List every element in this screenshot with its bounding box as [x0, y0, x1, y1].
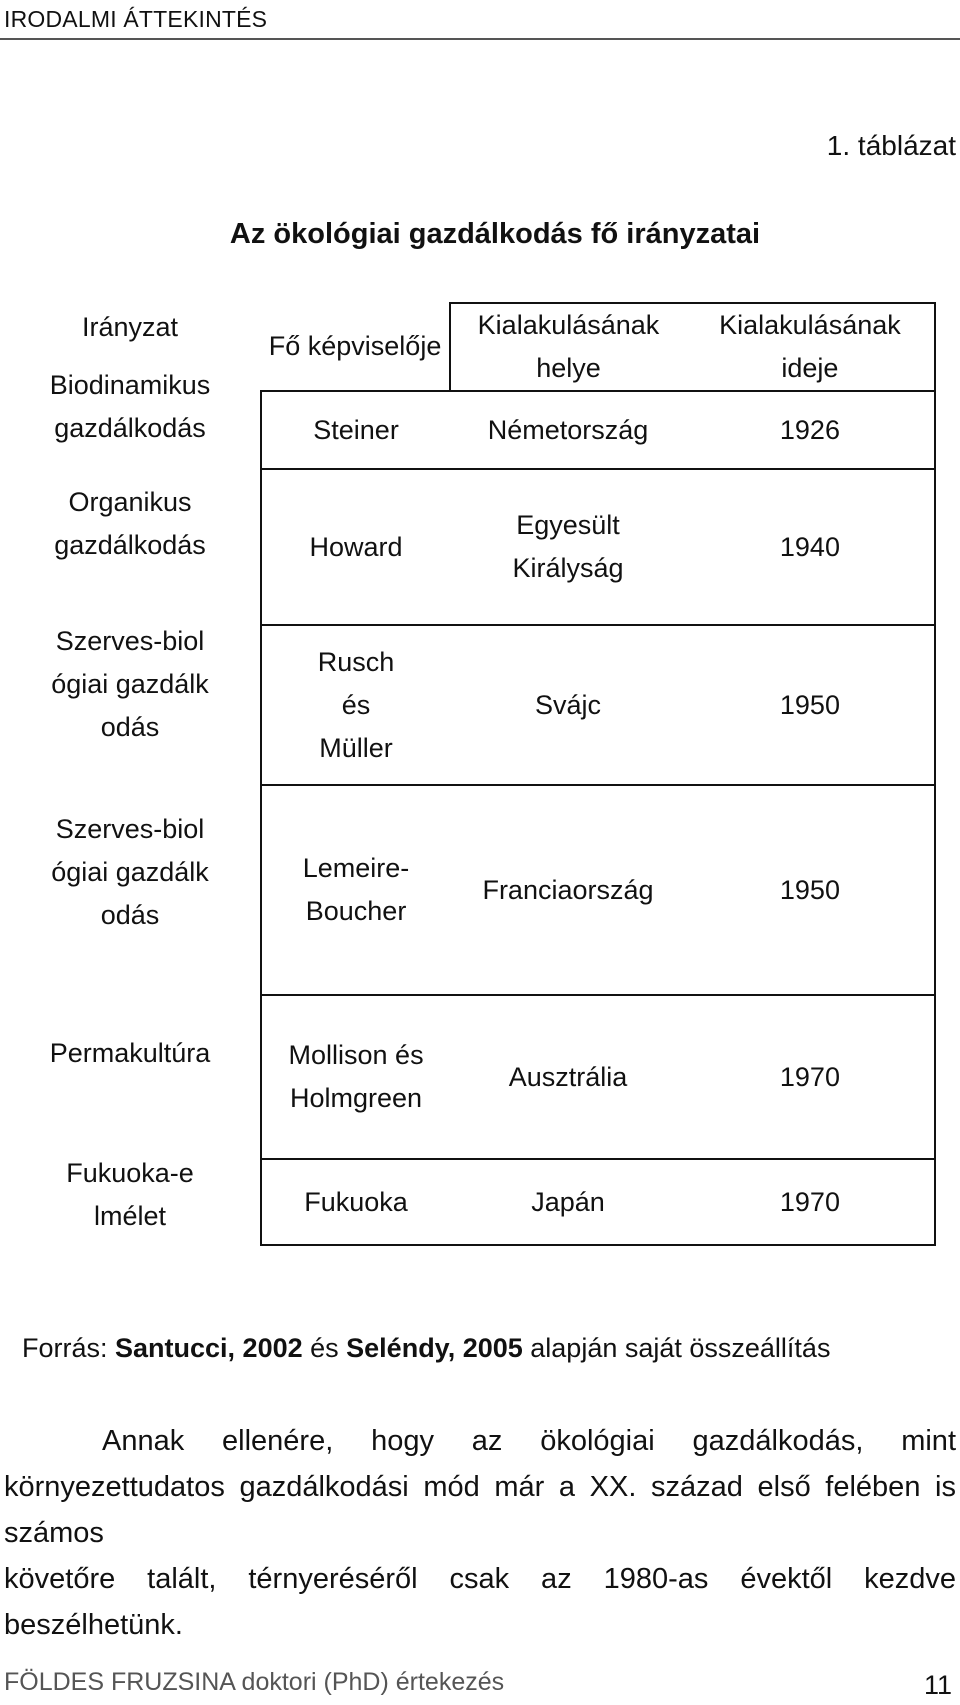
row-1-iranyzat-text: Biodinamikus gazdálkodás: [49, 370, 211, 444]
header-col-iranyzat: Irányzat: [81, 312, 179, 342]
row-4-iranyzat-text: Szerves-biológiai gazdálkodás: [51, 814, 209, 931]
row-4-kepviselo-text: Lemeire-Boucher: [302, 853, 410, 927]
row-3-ido: 1950: [686, 625, 935, 785]
row-3-iranyzat: [0, 620, 260, 750]
source-mid: és: [302, 1333, 347, 1363]
table-source: [22, 1333, 830, 1364]
page-header-title: IRODALMI ÁTTEKINTÉS: [4, 6, 268, 32]
row-6-ido: 1970: [686, 1159, 935, 1245]
body-paragraph: [4, 1418, 956, 1648]
header-kepviselo: Fő képviselője: [268, 331, 442, 362]
row-2-hely: [450, 469, 686, 625]
row-5-hely: Ausztrália: [450, 995, 686, 1159]
row-4-kepviselo: [261, 785, 450, 995]
paragraph-line-2: környezettudatos gazdálkodási mód már a XX. század első felében is számos: [4, 1471, 956, 1549]
row-1-hely: Németország: [450, 391, 686, 469]
main-table: [260, 302, 936, 1246]
page-number: 11: [923, 1670, 952, 1700]
row-5-kepviselo-text: Mollison és Holmgreen: [288, 1040, 424, 1114]
row-5-ido: 1970: [686, 995, 935, 1159]
row-5-kepviselo: [261, 995, 450, 1159]
row-1-kepviselo: Steiner: [261, 391, 450, 469]
row-2-iranyzat: [0, 481, 260, 567]
row-3-kepviselo-text: Rusch és Müller: [317, 646, 395, 763]
row-2-hely-text: Egyesült Királyság: [512, 510, 624, 584]
source-ref-santucci: Santucci, 2002: [115, 1333, 303, 1363]
source-ref-selendy: Seléndy, 2005: [346, 1333, 523, 1363]
table-row: [261, 995, 935, 1159]
table-title: Az ökológiai gazdálkodás fő irányzatai: [229, 218, 761, 250]
header-rule: [0, 38, 960, 40]
table-row: [261, 1159, 935, 1245]
header-ido-text: Kialakulásának ideje: [719, 310, 901, 384]
table-number: 1. táblázat: [826, 130, 956, 161]
header-hely: [450, 303, 686, 391]
source-suffix: alapján saját összeállítás: [522, 1333, 831, 1363]
row-2-iranyzat-text: Organikus gazdálkodás: [54, 487, 206, 561]
row-5-iranyzat: Permakultúra: [49, 1038, 211, 1068]
paragraph-line-3: követőre talált, térnyeréséről csak az 1980-as évektől kezdve beszélhetünk.: [4, 1563, 956, 1641]
table-row: [261, 391, 935, 469]
row-3-hely: Svájc: [450, 625, 686, 785]
row-6-hely: Japán: [450, 1159, 686, 1245]
header-hely-text: Kialakulásának helye: [477, 310, 660, 384]
row-1-ido: 1926: [686, 391, 935, 469]
row-4-ido: 1950: [686, 785, 935, 995]
footer-author: FÖLDES FRUZSINA doktori (PhD) értekezés: [4, 1668, 505, 1696]
paragraph-line-1: Annak ellenére, hogy az ökológiai gazdálkodás, mint: [102, 1425, 956, 1457]
table-row: [261, 625, 935, 785]
table-row: [261, 785, 935, 995]
row-3-kepviselo: [261, 625, 450, 785]
row-4-iranyzat: [0, 808, 260, 938]
row-6-iranyzat-text: Fukuoka-elmélet: [66, 1158, 194, 1232]
row-4-hely: Franciaország: [450, 785, 686, 995]
row-6-kepviselo: Fukuoka: [261, 1159, 450, 1245]
header-ido: [686, 303, 935, 391]
table-row: [261, 469, 935, 625]
row-2-kepviselo: Howard: [261, 469, 450, 625]
source-prefix: Forrás:: [22, 1333, 116, 1363]
row-2-ido: 1940: [686, 469, 935, 625]
row-3-iranyzat-text: Szerves-biológiai gazdálkodás: [51, 626, 209, 743]
row-6-iranyzat: [0, 1152, 260, 1238]
table-header-row: [261, 303, 935, 391]
row-1-iranyzat: [0, 364, 260, 450]
